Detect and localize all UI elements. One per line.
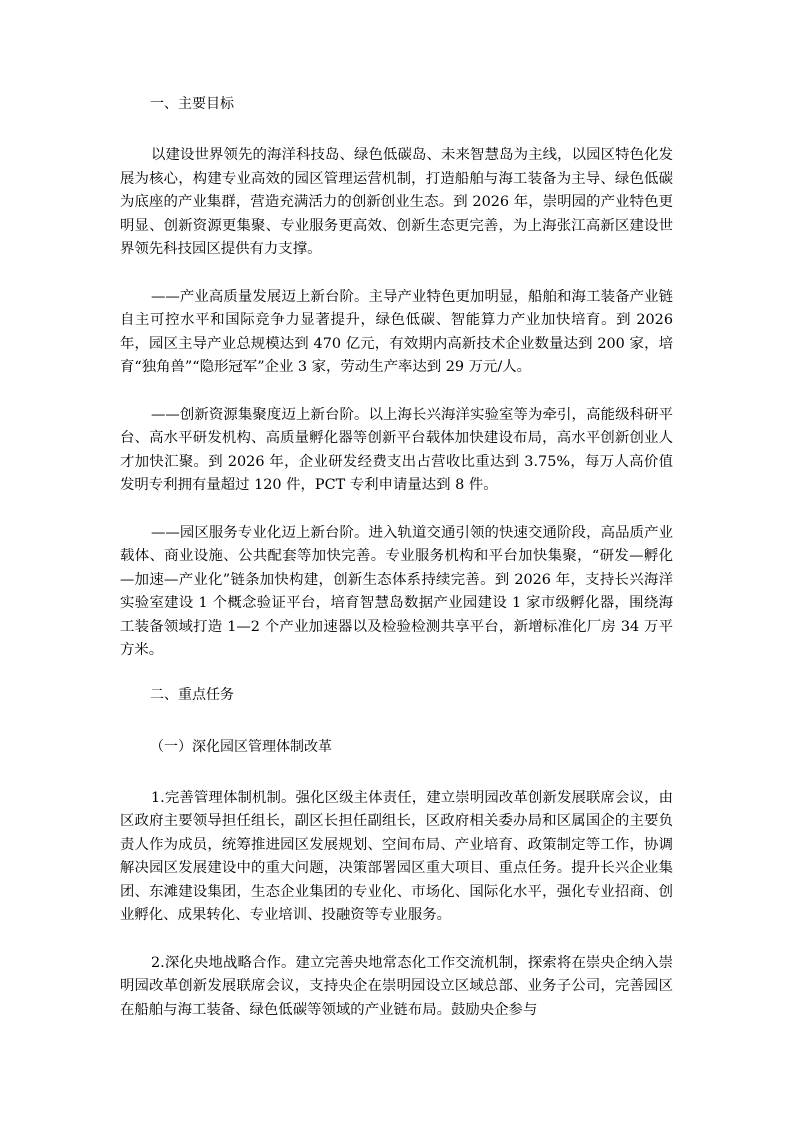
paragraph-service-goal: ——园区服务专业化迈上新台阶。进入轨道交通引领的快速交通阶段，高品质产业载体、商业设施、公共配套等加快完善。专业服务机构和平台加快集聚，“研发—孵化—加速—产业化”链条加快构建，创新生态体系持续完善。到 2026 年，支持长兴海洋实验室建设 1 个概念验证平台，培育智慧岛数据产业园建设 1 家市级孵化器，围绕海工装备领域打造 1—2 个产业加速器以及检验检测共享平台，新增标准化厂房 34 万平方米。 bbox=[120, 524, 673, 658]
section-heading-key-tasks: 二、重点任务 bbox=[150, 686, 234, 703]
section-heading-main-goals: 一、主要目标 bbox=[150, 96, 234, 112]
paragraph-overview: 以建设世界领先的海洋科技岛、绿色低碳岛、未来智慧岛为主线，以园区特色化发展为核心，构建专业高效的园区管理运营机制，打造船舶与海工装备为主导、绿色低碳为底座的产业集群，营造充满活力的创新创业生态。到 2026 年，崇明园的产业特色更明显、创新资源更集聚、专业服务更高效、创新生态更完善，为上海张江高新区建设世界领先科技园区提供有力支撑。 bbox=[120, 147, 673, 257]
paragraph-central-local-cooperation: 2.深化央地战略合作。建立完善央地常态化工作交流机制，探索将在崇央企纳入崇明园改革创新发展联席会议，支持央企在崇明园设立区域总部、业务子公司，完善园区在船舶与海工装备、绿色低碳等领域的产业链布局。鼓励央企参与 bbox=[120, 954, 673, 1018]
paragraph-innovation-goal: ——创新资源集聚度迈上新台阶。以上海长兴海洋实验室等为牵引，高能级科研平台、高水平研发机构、高质量孵化器等创新平台载体加快建设布局，高水平创新创业人才加快汇聚。到 2026 年，企业研发经费支出占营收比重达到 3.75%，每万人高价值发明专利拥有量超过 120 件，PCT 专利申请量达到 8 件。 bbox=[120, 406, 673, 493]
subsection-heading-reform: （一）深化园区管理体制改革 bbox=[150, 738, 332, 755]
paragraph-industry-goal: ——产业高质量发展迈上新台阶。主导产业特色更加明显，船舶和海工装备产业链自主可控水平和国际竞争力显著提升，绿色低碳、智能算力产业加快培育。到 2026 年，园区主导产业总规模达到 470 亿元，有效期内高新技术企业数量达到 200 家，培育“独角兽”“隐形冠军”企业 3 家，劳动生产率达到 29 万元/人。 bbox=[120, 288, 673, 375]
paragraph-management-mechanism: 1.完善管理体制机制。强化区级主体责任，建立崇明园改革创新发展联席会议，由区政府主要领导担任组长，副区长担任副组长，区政府相关委办局和区属国企的主要负责人作为成员，统筹推进园区发展规划、空间布局、产业培育、政策制定等工作，协调解决园区发展建设中的重大问题，决策部署园区重大项目、重点任务。提升长兴企业集团、东滩建设集团，生态企业集团的专业化、市场化、国际化水平，强化专业招商、创业孵化、成果转化、专业培训、投融资等专业服务。 bbox=[120, 789, 673, 923]
